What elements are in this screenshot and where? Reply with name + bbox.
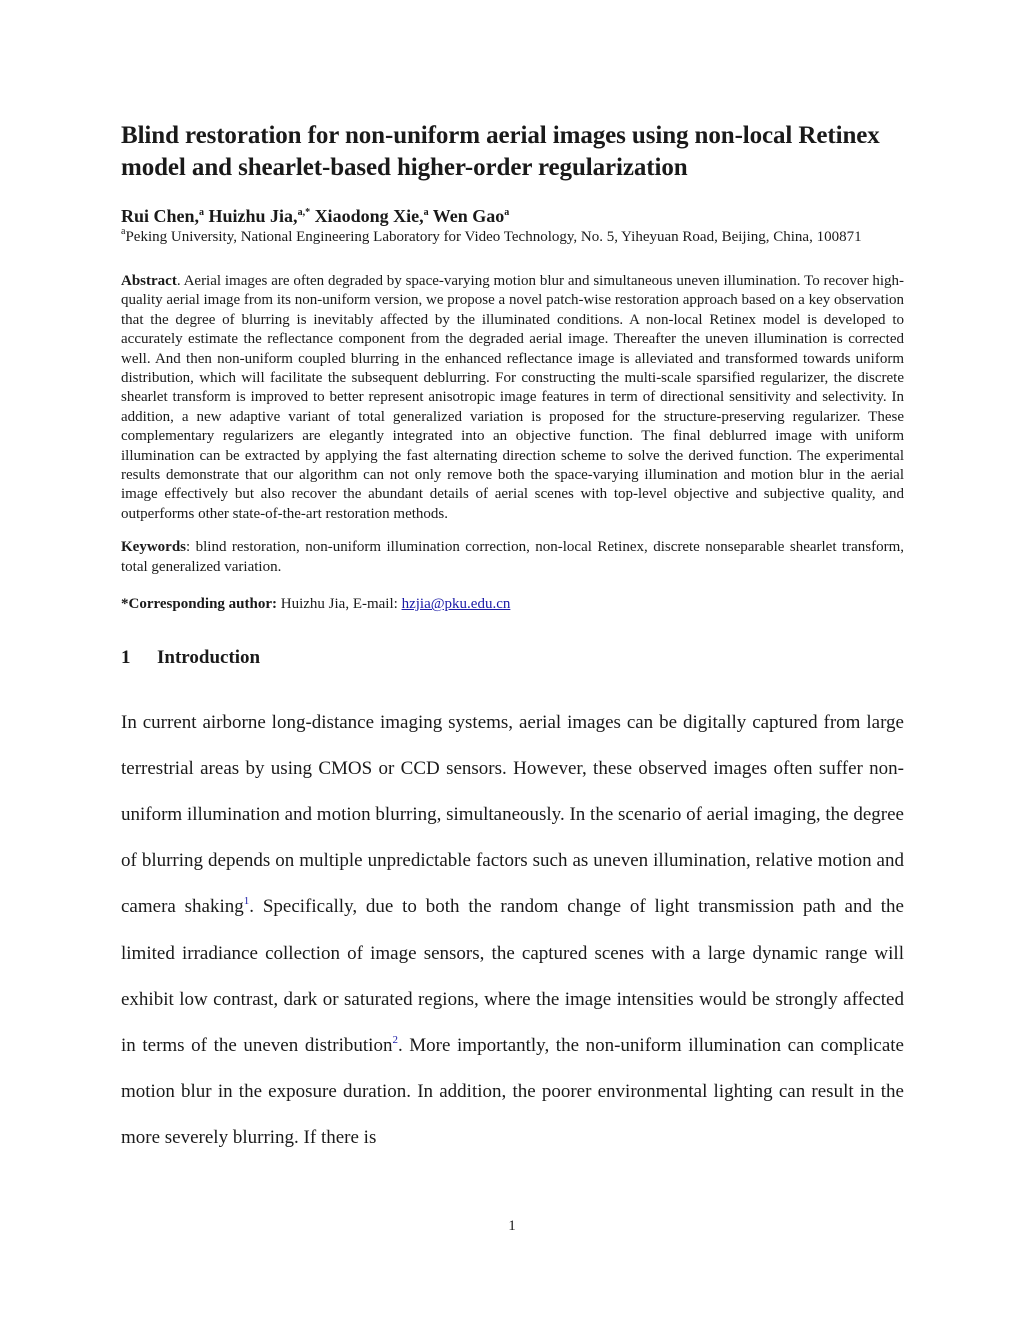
email-link[interactable]: hzjia@pku.edu.cn — [401, 596, 511, 613]
reference-link[interactable]: 2 — [392, 1033, 398, 1046]
author-list — [121, 204, 904, 228]
section-heading — [121, 646, 904, 670]
keywords — [121, 538, 904, 577]
body-text-segment: . More importantly, the non-uniform illumination can complicate motion blur in the exposure duration. In addition, the poorer environmental lighting can result in the more severely blurring. If there is — [121, 1034, 904, 1149]
affiliation-mark: a — [121, 226, 126, 237]
author-affiliation-mark: a — [504, 207, 510, 218]
author-affiliation-mark: a — [199, 207, 205, 218]
author-name: Huizhu Jia, — [208, 206, 298, 226]
author-affiliation-mark: a — [423, 207, 429, 218]
paper-page — [121, 120, 904, 1162]
paper-title: Blind restoration for non-uniform aerial images using non-local Retinex model and shearlet-based higher-order regularization — [121, 122, 880, 181]
affiliation — [121, 228, 904, 247]
author-name: Wen Gao — [432, 206, 505, 226]
corresponding-author — [121, 595, 904, 614]
corresponding-separator: , E-mail: — [345, 596, 402, 613]
page-number: 1 — [508, 1218, 516, 1234]
abstract-text: . Aerial images are often degraded by space-varying motion blur and simultaneous uneven illumination. To recover high-quality aerial image from its non-uniform version, we propose a novel patch-wise restoration approach based on a key observation that the degree of blurring is inevitably affected by the illuminated conditions. A non-local Retinex model is developed to accurately estimate the reflectance component from the degraded aerial image. Thereafter the uneven illumination is corrected well. And then non-uniform coupled blurring in the enhanced reflectance image is alleviated and transformed towards uniform distribution, which will facilitate the subsequent deblurring. For constructing the multi-scale sparsified regularizer, the discrete shearlet transform is improved to better represent anisotropic image features in term of directional sensitivity and selectivity. In addition, a new adaptive variant of total generalized variation is proposed for the structure-preserving regularizer. These complementary regularizers are elegantly integrated into an objective function. The final deblurred image with uniform illumination can be extracted by applying the fast alternating direction scheme to solve the derived function. The experimental results demonstrate that our algorithm can not only remove both the space-varying illumination and motion blur in the aerial image effectively but also recover the abundant details of aerial scenes with top-level objective and subjective quality, and outperforms other state-of-the-art restoration methods. — [121, 273, 904, 522]
corresponding-name: Huizhu Jia — [277, 596, 346, 613]
body-text-segment: In current airborne long-distance imaging systems, aerial images can be digitally captured from large terrestrial areas by using CMOS or CCD sensors. However, these observed images often suffer non-uniform illumination and motion blurring, simultaneously. In the scenario of aerial imaging, the degree of blurring depends on multiple unpredictable factors such as uneven illumination, relative motion and camera shaking — [121, 711, 904, 918]
author-affiliation-mark: a,* — [297, 207, 311, 218]
abstract-label: Abstract — [121, 273, 177, 289]
affiliation-text: Peking University, National Engineering Laboratory for Video Technology, No. 5, Yiheyuan Road, Beijing, China, 100871 — [125, 229, 862, 245]
section-number: 1 — [121, 646, 131, 668]
author-name: Xiaodong Xie, — [314, 206, 424, 226]
reference-link[interactable]: 1 — [243, 895, 250, 908]
abstract — [121, 272, 904, 524]
section-title: Introduction — [157, 646, 261, 668]
author-name: Rui Chen, — [121, 206, 200, 226]
body-paragraph — [121, 700, 904, 1162]
keywords-text: : blind restoration, non-uniform illumination correction, non-local Retinex, discrete nonseparable shearlet transform, total generalized variation. — [121, 539, 904, 575]
keywords-label: Keywords — [121, 539, 186, 556]
corresponding-label: *Corresponding author: — [121, 596, 277, 613]
body-text-segment: . Specifically, due to both the random change of light transmission path and the limited irradiance collection of image sensors, the captured scenes with a large dynamic range will exhibit low contrast, dark or saturated regions, where the image intensities would be strongly affected in terms of the uneven distribution — [121, 896, 904, 1056]
